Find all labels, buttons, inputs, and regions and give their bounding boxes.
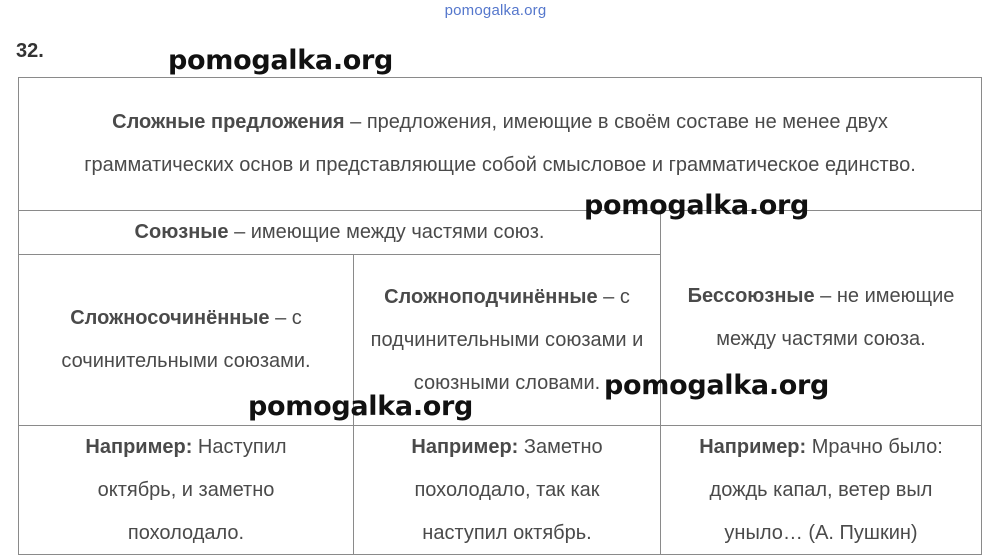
example-text: Заметно похолодало, так как наступил октябрь. <box>414 435 603 544</box>
example-label: Например: <box>411 435 519 458</box>
example-cell-complex <box>353 425 661 555</box>
example-label: Например: <box>85 435 193 458</box>
exercise-number: 32. <box>16 40 44 62</box>
compound-term: Сложносочинённые <box>70 307 270 329</box>
example-label: Например: <box>699 435 807 458</box>
header-watermark: pomogalka.org <box>444 2 547 19</box>
compound-definition: – с сочинительными союзами. <box>61 307 311 372</box>
union-definition: – имеющие между частями союз. <box>228 221 545 243</box>
header-term: Сложные предложения <box>112 111 345 133</box>
watermark: pomogalka.org <box>604 370 830 401</box>
watermark: pomogalka.org <box>168 45 394 76</box>
header-cell <box>18 77 982 211</box>
example-cell-asyndetic <box>660 425 982 555</box>
asyndetic-definition: – не имеющие между частями союза. <box>716 285 955 350</box>
header-definition: – предложения, имеющие в своём составе не менее двух грамматических основ и представляющие собой смысловое и грамматическое единство. <box>84 111 916 176</box>
example-text: Мрачно было: дождь капал, ветер выл уныло… (А. Пушкин) <box>709 435 943 544</box>
asyndetic-term: Бессоюзные <box>687 285 815 307</box>
example-text: Наступил октябрь, и заметно похолодало. <box>97 435 287 544</box>
watermark: pomogalka.org <box>248 391 474 422</box>
complex-definition: – с подчинительными союзами и союзными словами. <box>370 285 644 394</box>
union-cell <box>18 210 661 255</box>
union-term: Союзные <box>134 221 229 243</box>
watermark: pomogalka.org <box>584 190 810 221</box>
complex-term: Сложноподчинённые <box>384 285 598 308</box>
example-cell-compound <box>18 425 354 555</box>
